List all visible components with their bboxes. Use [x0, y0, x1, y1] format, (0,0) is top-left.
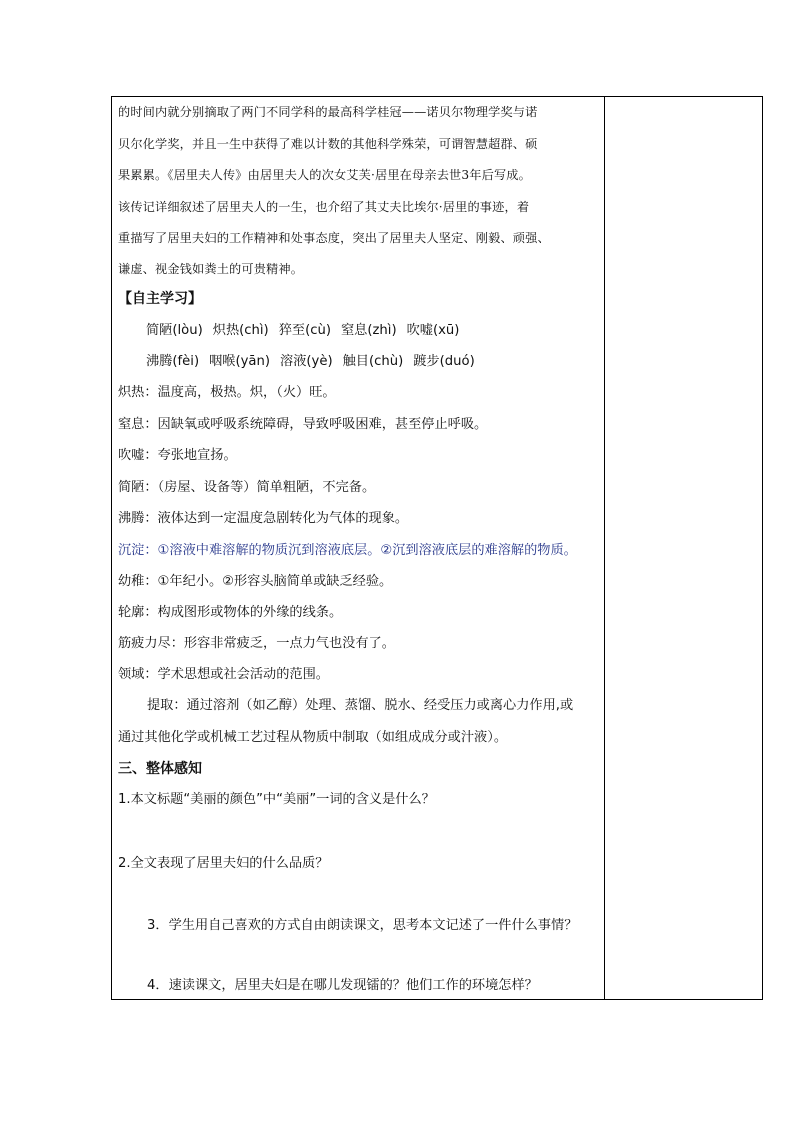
pinyin-item: 咽喉(yān)	[209, 354, 271, 369]
definition-item: 筋疲力尽：形容非常疲乏，一点力气也没有了。	[118, 636, 395, 651]
definition-item: 幼稚：①年纪小。②形容头脑简单或缺乏经验。	[118, 574, 393, 589]
intro-line: 谦虚、视金钱如粪土的可贵精神。	[118, 262, 304, 276]
question-item: 2.全文表现了居里夫妇的什么品质？	[118, 856, 329, 871]
pinyin-item: 溶液(yè)	[280, 354, 333, 369]
pinyin-item: 沸腾(fèi)	[146, 354, 200, 369]
lesson-table	[111, 96, 763, 1000]
pinyin-item: 简陋(lòu)	[146, 323, 203, 338]
extract-definition-line: 通过其他化学或机械工艺过程从物质中制取（如组成成分或汁液）。	[118, 730, 508, 745]
pinyin-row	[146, 322, 459, 340]
intro-line: 该传记详细叙述了居里夫人的一生，也介绍了其丈夫比埃尔·居里的事迹，着	[118, 200, 530, 214]
question-item: 1.本文标题“美丽的颜色”中“美丽”一词的含义是什么？	[118, 792, 435, 807]
pinyin-item: 猝至(cù)	[278, 323, 331, 338]
notes-cell	[605, 97, 762, 999]
definition-item: 沉淀：①溶液中难溶解的物质沉到溶液底层。②沉到溶液底层的难溶解的物质。	[118, 543, 577, 558]
intro-line: 贝尔化学奖，并且一生中获得了难以计数的其他科学殊荣，可谓智慧超群、硕	[118, 137, 538, 151]
main-content-cell	[112, 97, 605, 999]
definition-item: 轮廓：构成图形或物体的外缘的线条。	[118, 605, 343, 620]
definition-item: 沸腾：液体达到一定温度急剧转化为气体的现象。	[118, 511, 409, 526]
pinyin-item: 触目(chù)	[342, 354, 404, 369]
definition-item: 炽热：温度高，极热。炽，（火）旺。	[118, 385, 336, 400]
question-item: 3．学生用自己喜欢的方式自由朗读课文，思考本文记述了一件什么事情？	[147, 918, 578, 933]
extract-definition-line: 提取：通过溶剂（如乙醇）处理、蒸馏、脱水、经受压力或离心力作用,或	[147, 698, 574, 713]
definition-item: 简陋：（房屋、设备等）简单粗陋，不完备。	[118, 480, 376, 495]
self-study-heading: 【自主学习】	[118, 291, 202, 307]
overview-heading: 三、整体感知	[118, 761, 202, 777]
pinyin-item: 踱步(duó)	[413, 354, 475, 369]
definition-item: 窒息：因缺氧或呼吸系统障碍，导致呼吸困难，甚至停止呼吸。	[118, 417, 488, 432]
definition-item: 领域：学术思想或社会活动的范围。	[118, 667, 329, 682]
question-item: 4．速读课文，居里夫妇是在哪儿发现镭的？他们工作的环境怎样？	[147, 978, 538, 993]
intro-line: 重描写了居里夫妇的工作精神和处事态度，突出了居里夫人坚定、刚毅、顽强、	[118, 231, 550, 245]
pinyin-item: 炽热(chì)	[212, 323, 269, 338]
pinyin-row	[146, 353, 475, 371]
intro-line: 的时间内就分别摘取了两门不同学科的最高科学桂冠——诺贝尔物理学奖与诺	[118, 105, 538, 119]
definition-item: 吹嘘：夸张地宣扬。	[118, 448, 237, 463]
pinyin-item: 窒息(zhì)	[340, 323, 397, 338]
pinyin-item: 吹嘘(xū)	[406, 323, 460, 338]
intro-line: 果累累。《居里夫人传》由居里夫人的次女艾芙·居里在母亲去世3年后写成。	[118, 168, 531, 182]
